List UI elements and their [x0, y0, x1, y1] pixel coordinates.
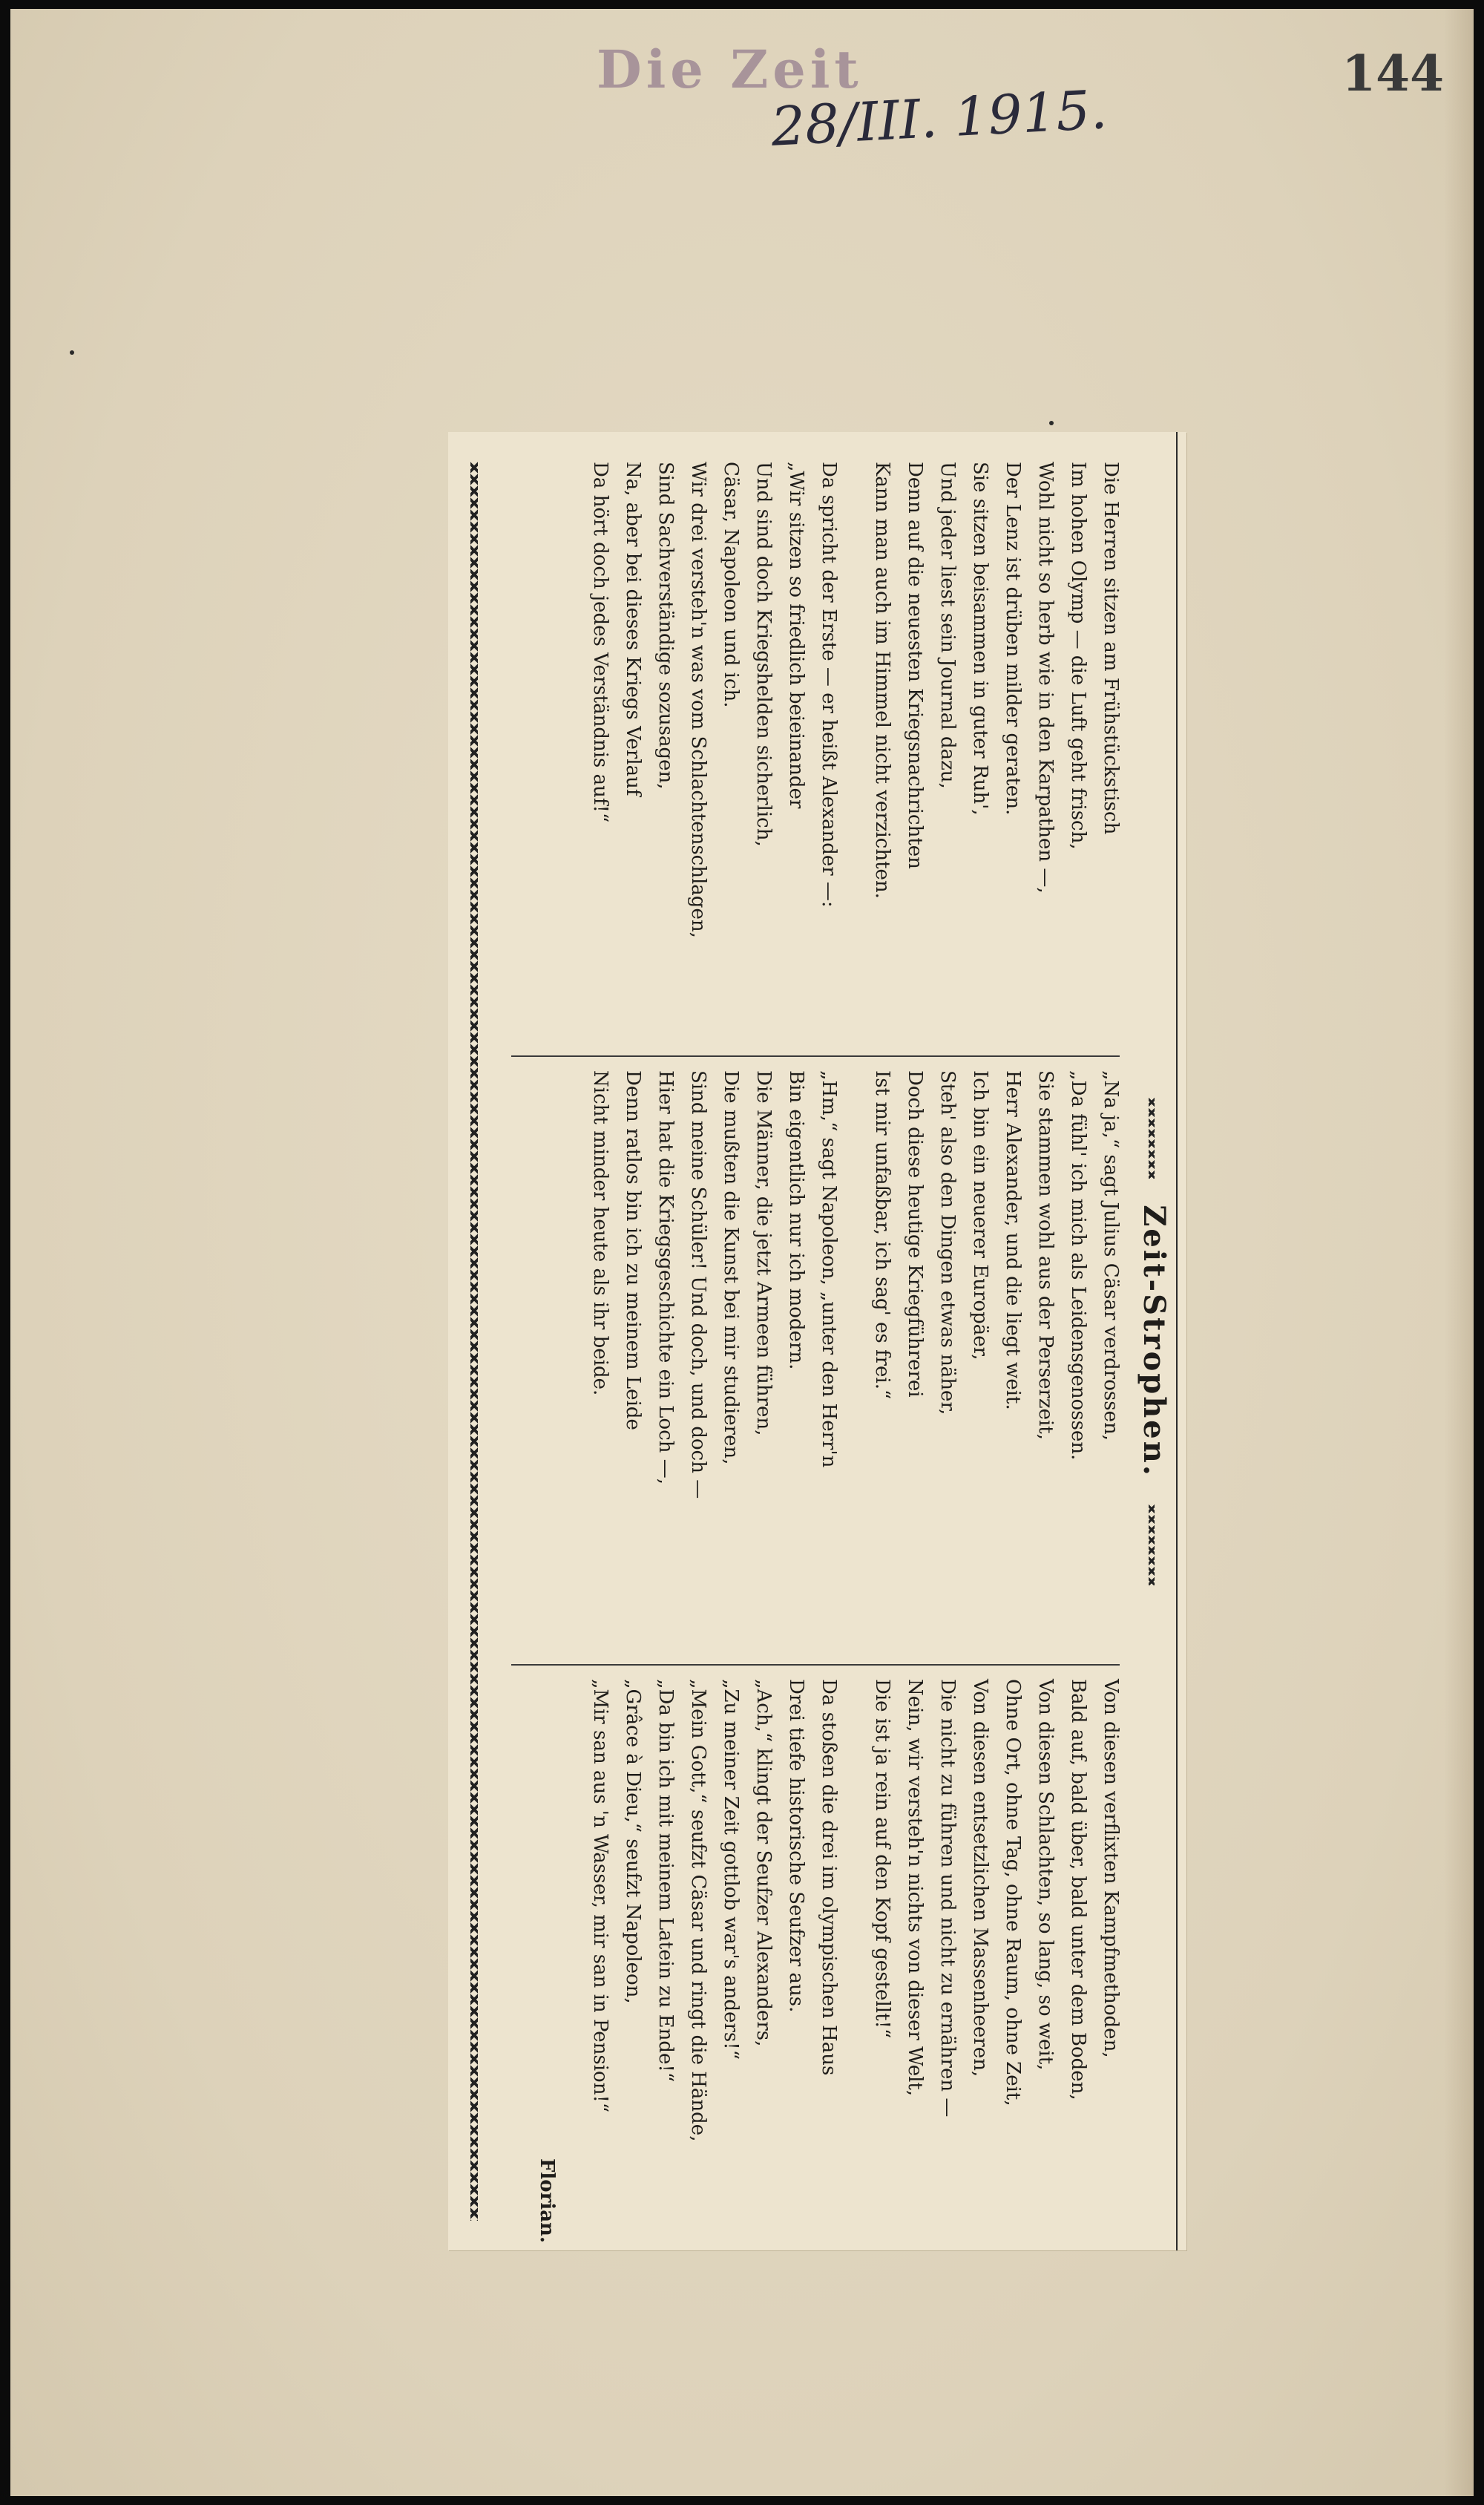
verse-line: „Da bin ich mit meinem Latein zu Ende!“ — [654, 1679, 677, 2083]
stanza — [866, 1070, 1127, 1649]
verse-line: „Ach,“ klingt der Seufzer Alexanders, — [752, 1679, 775, 2047]
verse-line: Wohl nicht so herb wie in den Karpathen —, — [1034, 462, 1057, 894]
poem-title — [1137, 432, 1172, 2250]
verse-line: Doch diese heutige Kriegführerei — [904, 1070, 926, 1398]
verse-line: Hier hat die Kriegsgeschichte ein Loch —, — [654, 1070, 677, 1485]
verse-line: „Hm,“ sagt Napoleon, „unter den Herr'n — [818, 1070, 840, 1468]
bottom-wavy-rule — [470, 462, 478, 2221]
verse-line: Die ist ja rein auf den Kopf gestellt!“ — [871, 1679, 893, 2039]
stanza — [584, 462, 845, 1041]
verse-line: Kann man auch im Himmel nicht verzichten. — [871, 462, 893, 899]
verse-line: Der Lenz ist drüben milder geraten. — [1002, 462, 1024, 816]
poem-column-2 — [504, 1070, 1127, 1649]
verse-line: „Mein Gott,“ seufzt Cäsar und ringt die Hände, — [687, 1679, 709, 2142]
verse-line: Im hohen Olymp — die Luft geht frisch, — [1067, 462, 1089, 850]
verse-line: Drei tiefe historische Seufzer aus. — [785, 1679, 807, 2013]
verse-line: Ist mir unfaßbar, ich sag' es frei.“ — [871, 1070, 893, 1400]
verse-line: Die Männer, die jetzt Armeen führen, — [752, 1070, 775, 1436]
verse-line: Sie sitzen beisammen in guter Ruh', — [969, 462, 991, 816]
verse-line: Und sind doch Kriegshelden sicherlich, — [752, 462, 775, 847]
verse-line: Bin eigentlich nur ich modern. — [785, 1070, 807, 1370]
verse-line: „Grâce à Dieu,“ seufzt Napoleon, — [622, 1679, 644, 2004]
handwritten-date: 28/III. 1915. — [769, 78, 1109, 158]
verse-line: „Zu meiner Zeit gottlob war's anders!“ — [720, 1679, 742, 2060]
verse-line: Denn auf die neuesten Kriegsnachrichten — [904, 462, 926, 869]
verse-line: Von diesen entsetzlichen Massenheeren, — [969, 1679, 991, 2077]
top-rule — [1176, 432, 1178, 2250]
newspaper-clipping — [448, 432, 1186, 2250]
folio-number: 144 — [1342, 45, 1444, 102]
title-ornament-right — [1149, 1504, 1155, 1585]
verse-line: Sind Sachverständige sozusagen, — [654, 462, 677, 790]
verse-line: Bald auf, bald über, bald unter dem Boden, — [1067, 1679, 1089, 2100]
verse-line: Die nicht zu führen und nicht zu ernähren — — [936, 1679, 959, 2118]
verse-line: Wir drei versteh'n was vom Schlachtenschlagen, — [687, 462, 709, 938]
verse-line: Von diesen verflixten Kampfmethoden, — [1100, 1679, 1122, 2058]
verse-line: „Na ja,“ sagt Julius Cäsar verdrossen, — [1100, 1070, 1122, 1441]
verse-line: „Wir sitzen so friedlich beieinander — [785, 462, 807, 809]
verse-line: Da stoßen die drei im olympischen Haus — [818, 1679, 840, 2076]
verse-line: Steh' also den Dingen etwas näher, — [936, 1070, 959, 1415]
verse-line: Ohne Ort, ohne Tag, ohne Raum, ohne Zeit, — [1002, 1679, 1024, 2106]
verse-line: Die Herren sitzen am Frühstückstisch — [1100, 462, 1122, 835]
verse-line: Da spricht der Erste — er heißt Alexander —: — [818, 462, 840, 908]
verse-line: Cäsar, Napoleon und ich. — [720, 462, 742, 708]
clipping-rotated-content — [448, 432, 1186, 2250]
stanza — [866, 462, 1127, 1041]
verse-line: Die mußten die Kunst bei mir studieren, — [720, 1070, 742, 1465]
title-ornament-left — [1149, 1097, 1155, 1179]
verse-line: Nicht minder heute als ihr beide. — [589, 1070, 611, 1396]
verse-line: Sind meine Schüler! Und doch, und doch — — [687, 1070, 709, 1499]
verse-line: Und jeder liest sein Journal dazu, — [936, 462, 959, 789]
verse-line: „Da fühl' ich mich als Leidensgenossen. — [1067, 1070, 1089, 1461]
verse-line: Denn ratlos bin ich zu meinem Leide — [622, 1070, 644, 1430]
newspaper-stamp: Die Zeit — [597, 39, 863, 100]
column-divider — [511, 1055, 1120, 1057]
archive-page — [10, 9, 1474, 2496]
verse-line: Na, aber bei dieses Kriegs Verlauf — [622, 462, 644, 796]
stanza — [866, 1679, 1127, 2258]
stanza — [584, 1070, 845, 1649]
paper-speck — [70, 350, 74, 355]
paper-speck — [1049, 421, 1054, 425]
poem-column-1 — [504, 462, 1127, 1041]
poem-title-text: Zeit-Strophen. — [1137, 1205, 1172, 1478]
page-edge-shadow — [1444, 9, 1474, 2496]
verse-line: Von diesen Schlachten, so lang, so weit, — [1034, 1679, 1057, 2071]
column-divider — [511, 1664, 1120, 1666]
verse-line: Sie stammen wohl aus der Perserzeit, — [1034, 1070, 1057, 1440]
verse-line: Herr Alexander, und die liegt weit. — [1002, 1070, 1024, 1410]
verse-line: Da hört doch jedes Verständnis auf!“ — [589, 462, 611, 823]
stanza — [584, 1679, 845, 2258]
author-signature: Florian. — [536, 2158, 558, 2243]
verse-line: Nein, wir versteh'n nichts von dieser Welt, — [904, 1679, 926, 2097]
verse-line: „Mir san aus 'n Wasser, mir san in Pension!“ — [589, 1679, 611, 2113]
verse-line: Ich bin ein neuerer Europäer, — [969, 1070, 991, 1360]
poem-column-3 — [504, 1679, 1127, 2258]
